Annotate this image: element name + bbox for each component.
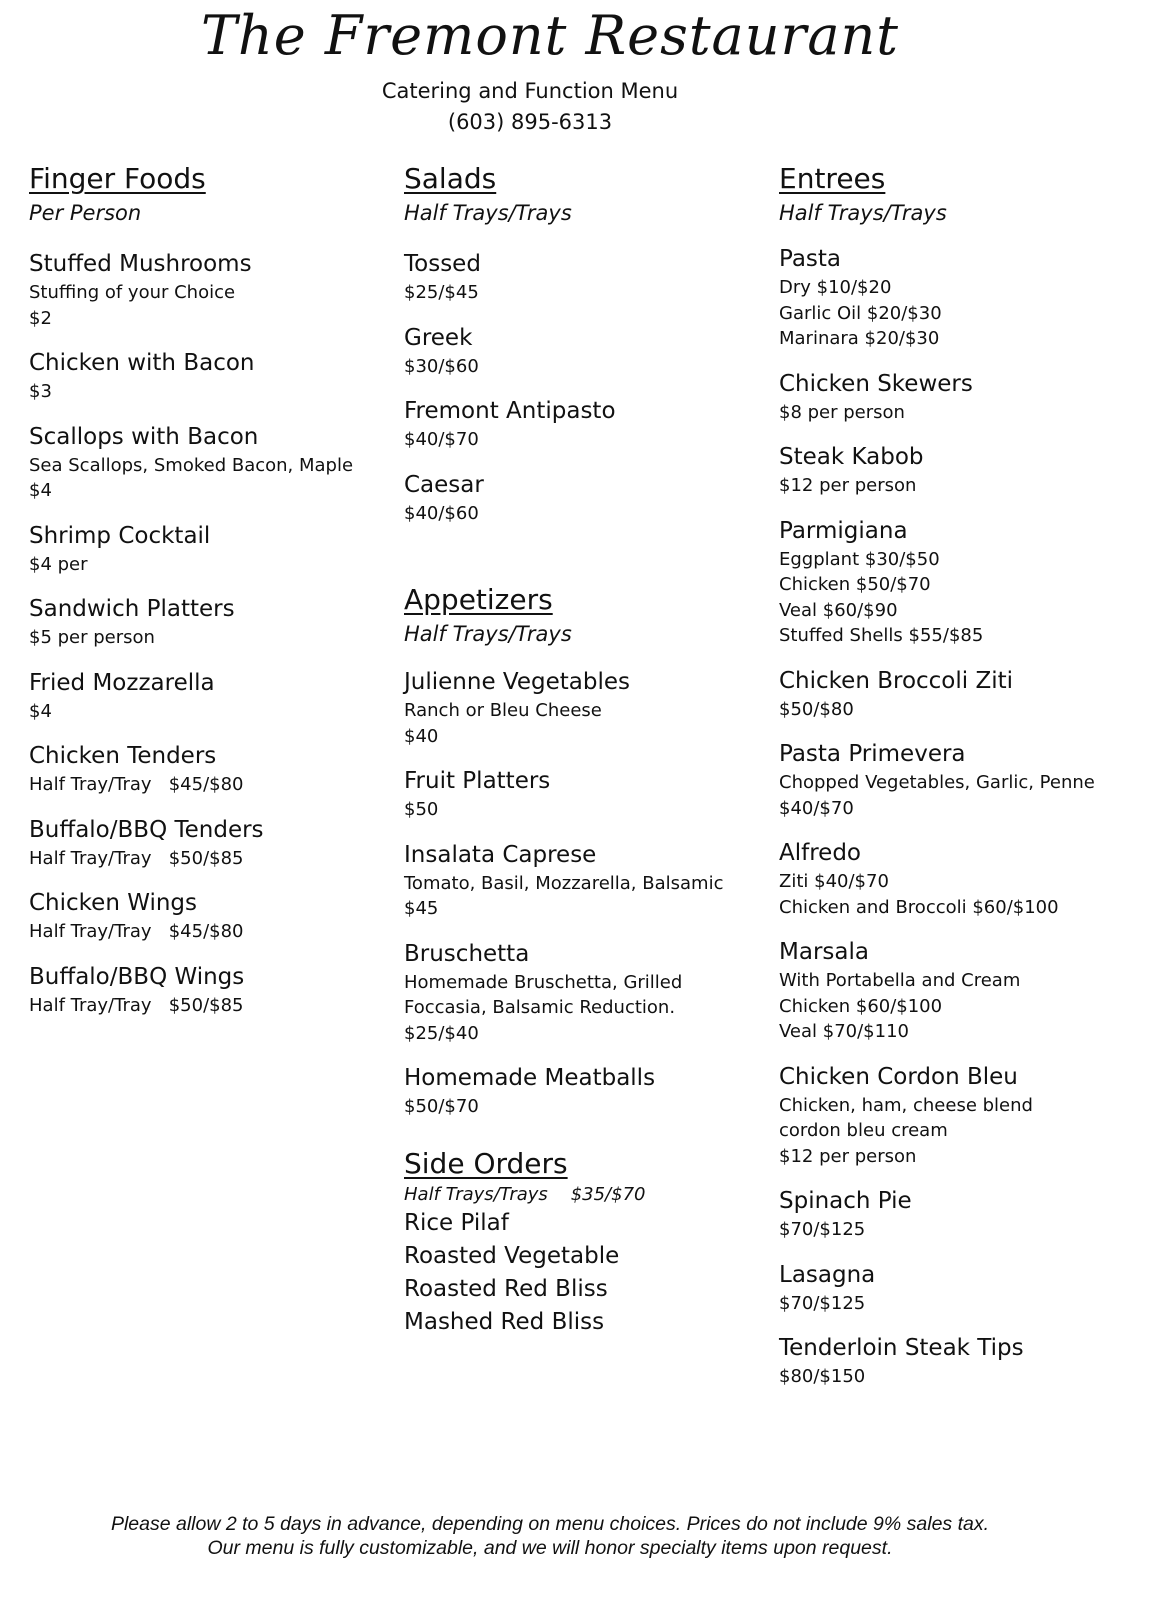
menu-item-detail: Eggplant $30/$50 [779, 548, 940, 570]
menu-item [29, 962, 379, 1019]
menu-item-detail: $5 per person [29, 627, 155, 648]
menu-item [29, 815, 379, 872]
menu-item [779, 666, 1149, 723]
entrees-subheading: Half Trays/Trays [779, 201, 947, 225]
footer-line-2: Our menu is fully customizable, and we will honor specialty items upon request. [207, 1537, 893, 1559]
menu-item [779, 1186, 1149, 1243]
menu-item-detail: Sea Scallops, Smoked Bacon, Maple [29, 454, 354, 476]
menu-item-detail: $50 [404, 799, 439, 820]
menu-item [779, 369, 1149, 426]
menu-item-name: Buffalo/BBQ Tenders [29, 816, 264, 843]
menu-item-detail: $40/$70 [404, 429, 479, 450]
side-order-item: Roasted Vegetable [404, 1242, 620, 1269]
menu-item-detail: Marinara $20/$30 [779, 328, 940, 349]
menu-item-name: Insalata Caprese [404, 841, 597, 868]
menu-item-detail: $2 [29, 307, 52, 329]
entrees-list [779, 244, 1149, 1390]
menu-item-detail: Half Tray/Tray $50/$85 [29, 994, 244, 1016]
menu-item-name: Caesar [404, 471, 484, 498]
menu-item-name: Chicken Tenders [29, 743, 217, 769]
menu-subtitle: Catering and Function Menu [381, 79, 679, 103]
menu-item-detail: $4 [29, 480, 52, 501]
menu-item-name: Marsala [779, 939, 869, 965]
menu-item-detail: $40/$70 [779, 797, 854, 819]
side-orders-list [404, 1207, 754, 1339]
menu-item-name: Tossed [404, 251, 481, 277]
menu-item-detail: Chicken $50/$70 [779, 574, 931, 595]
side-orders-subheading: Half Trays/Trays $35/$70 [404, 1183, 646, 1205]
menu-item-detail: $25/$40 [404, 1022, 479, 1044]
menu-item [404, 840, 754, 922]
menu-item-name: Pasta Primevera [779, 741, 966, 767]
appetizers-heading: Appetizers [404, 583, 553, 616]
finger-foods-column [29, 160, 379, 1035]
menu-item-detail: Chicken, ham, cheese blend [779, 1094, 1033, 1116]
menu-item-detail: Garlic Oil $20/$30 [779, 302, 942, 324]
menu-item [779, 442, 1149, 499]
menu-item-detail: Stuffed Shells $55/$85 [779, 625, 984, 646]
menu-item-detail: Half Tray/Tray $50/$85 [29, 847, 244, 869]
menu-item-detail: Veal $60/$90 [779, 599, 898, 621]
finger-foods-subheading: Per Person [29, 201, 142, 225]
menu-item-detail: $4 per [29, 553, 88, 575]
menu-item-name: Chicken Skewers [779, 370, 973, 397]
menu-item-detail: $80/$150 [779, 1366, 866, 1387]
menu-item-name: Spinach Pie [779, 1188, 912, 1214]
menu-item-detail: Chicken $60/$100 [779, 995, 943, 1017]
menu-item-detail: With Portabella and Cream [779, 970, 1021, 991]
menu-item [779, 1333, 1149, 1390]
menu-item-detail: Stuffing of your Choice [29, 282, 236, 303]
menu-item-name: Fremont Antipasto [404, 398, 616, 424]
menu-item-name: Shrimp Cocktail [29, 522, 211, 549]
menu-item-detail: $12 per person [779, 1145, 917, 1167]
menu-item [779, 739, 1149, 821]
menu-item-name: Chicken with Bacon [29, 350, 255, 376]
menu-item-detail: $25/$45 [404, 282, 479, 303]
menu-item-detail: Dry $10/$20 [779, 277, 892, 298]
menu-item [779, 244, 1149, 352]
menu-item-name: Steak Kabob [779, 444, 924, 470]
menu-item-detail: Ziti $40/$70 [779, 871, 889, 892]
menu-item [404, 249, 754, 306]
entrees-column [779, 160, 1149, 1407]
menu-item-detail: Chopped Vegetables, Garlic, Penne [779, 772, 1095, 793]
menu-item-name: Stuffed Mushrooms [29, 251, 252, 277]
menu-item [404, 470, 754, 527]
appetizers-list [404, 667, 754, 1120]
menu-item-name: Julienne Vegetables [404, 669, 630, 695]
menu-item-detail: $50/$80 [779, 698, 854, 720]
menu-item [29, 249, 379, 331]
menu-item-detail: $40 [404, 725, 439, 747]
appetizers-subheading: Half Trays/Trays [404, 622, 572, 646]
menu-item-detail: Chicken and Broccoli $60/$100 [779, 896, 1059, 918]
menu-item-name: Bruschetta [404, 940, 530, 967]
middle-column [404, 160, 754, 1339]
menu-item-detail: Half Tray/Tray $45/$80 [29, 921, 244, 942]
menu-item [404, 939, 754, 1047]
menu-item-name: Sandwich Platters [29, 596, 235, 622]
menu-item [404, 323, 754, 380]
menu-item-name: Tenderloin Steak Tips [779, 1335, 1024, 1361]
menu-item-detail: $45 [404, 898, 439, 919]
side-orders-heading: Side Orders [404, 1146, 568, 1180]
menu-item-detail: $8 per person [779, 401, 905, 423]
side-order-item: Roasted Red Bliss [404, 1275, 608, 1302]
menu-item-detail: $70/$125 [779, 1219, 866, 1240]
menu-item-detail: Homemade Bruschetta, Grilled [404, 971, 683, 993]
finger-foods-list [29, 249, 379, 1018]
entrees-heading: Entrees [779, 162, 886, 195]
menu-item [404, 766, 754, 823]
menu-item [29, 348, 379, 405]
menu-item-detail: cordon bleu cream [779, 1120, 948, 1141]
menu-item [779, 838, 1149, 920]
menu-item-name: Lasagna [779, 1261, 876, 1288]
menu-item [779, 1062, 1149, 1170]
menu-item-name: Greek [404, 324, 473, 351]
footer-line-1: Please allow 2 to 5 days in advance, depending on menu choices. Prices do not include 9% sales tax. [110, 1513, 990, 1535]
menu-item-name: Alfredo [779, 840, 861, 866]
menu-item [779, 516, 1149, 649]
side-order-item: Rice Pilaf [404, 1209, 509, 1236]
menu-item-detail: $12 per person [779, 475, 917, 496]
menu-item-detail: Tomato, Basil, Mozzarella, Balsamic [404, 872, 724, 894]
menu-item [29, 521, 379, 578]
menu-item [779, 937, 1149, 1045]
menu-item-name: Chicken Wings [29, 890, 197, 916]
header-info [0, 76, 1060, 138]
salads-heading: Salads [404, 162, 497, 195]
menu-item [404, 667, 754, 749]
menu-item-detail: Foccasia, Balsamic Reduction. [404, 997, 676, 1018]
menu-item-name: Homemade Meatballs [404, 1065, 656, 1091]
menu-item-detail: Ranch or Bleu Cheese [404, 700, 602, 721]
menu-item-detail: Half Tray/Tray $45/$80 [29, 774, 244, 795]
menu-item-detail: $30/$60 [404, 355, 479, 377]
menu-item-detail: $50/$70 [404, 1096, 479, 1117]
salads-list [404, 249, 754, 526]
menu-item-name: Parmigiana [779, 517, 908, 544]
phone-number: (603) 895-6313 [447, 110, 613, 134]
menu-item [404, 396, 754, 453]
menu-item [29, 668, 379, 725]
menu-item-name: Chicken Cordon Bleu [779, 1063, 1018, 1090]
restaurant-title: The Fremont Restaurant [200, 4, 899, 67]
menu-item-detail: $3 [29, 381, 52, 402]
side-order-item: Mashed Red Bliss [404, 1308, 605, 1335]
menu-item-detail: Veal $70/$110 [779, 1021, 909, 1042]
menu-item-name: Chicken Broccoli Ziti [779, 667, 1014, 694]
menu-item [29, 594, 379, 651]
finger-foods-heading: Finger Foods [29, 162, 206, 195]
menu-item-detail: $40/$60 [404, 502, 479, 524]
menu-item [404, 1063, 754, 1120]
menu-item [29, 422, 379, 504]
menu-item-detail: $4 [29, 700, 52, 722]
menu-item-name: Buffalo/BBQ Wings [29, 963, 245, 990]
menu-item [29, 741, 379, 798]
menu-item-name: Fruit Platters [404, 768, 551, 794]
menu-item-name: Pasta [779, 246, 842, 272]
menu-item-detail: $70/$125 [779, 1292, 866, 1314]
menu-item-name: Scallops with Bacon [29, 423, 259, 450]
menu-item-name: Fried Mozzarella [29, 669, 215, 696]
menu-item [29, 888, 379, 945]
salads-subheading: Half Trays/Trays [404, 201, 572, 225]
menu-item [779, 1260, 1149, 1317]
footer-note [0, 1512, 1100, 1560]
